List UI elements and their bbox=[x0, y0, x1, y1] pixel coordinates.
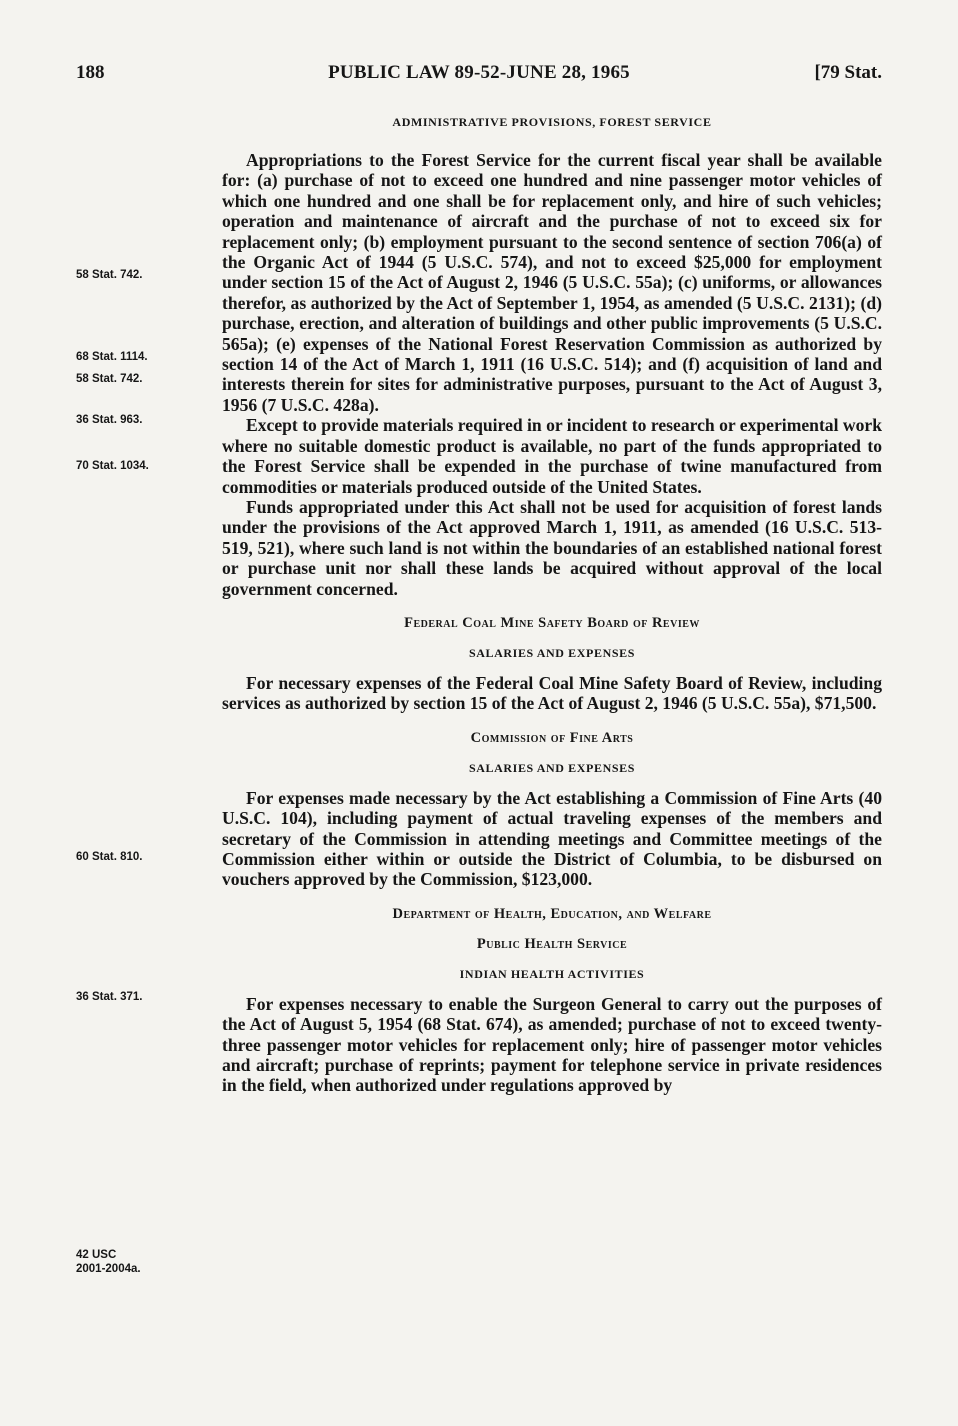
paragraph: For expenses necessary to enable the Surgeon General to carry out the purposes of the Act of August 5, 1954 (68 Stat. 674), as amended; purchase of not to exceed twenty-three passenger motor vehicles for replacement only; hire of passenger motor vehicles and aircraft; purchase of reprints; payment for telephone service in private residences in the field, when authorized under regulations approved by bbox=[222, 993, 882, 1096]
subheading: SALARIES AND EXPENSES bbox=[469, 760, 635, 775]
agency-heading: Federal Coal Mine Safety Board of Review bbox=[404, 614, 700, 631]
statute-volume: [79 Stat. bbox=[814, 62, 882, 83]
paragraph: Appropriations to the Forest Service for the current fiscal year shall be available for: (a) purchase of not to exceed one hundred and nine passenger motor vehicles of which one hundred and one shall be for replacement only, and hire of such vehicles; operation and maintenance of aircraft and the purchase of not to exceed six for replacement only; (b) employment pursuant to the second sentence of section 706(a) of the Organic Act of 1944 (5 U.S.C. 574), and not to exceed $25,000 for employment under section 15 of the Act of August 2, 1946 (5 U.S.C. 55a); (c) uniforms, or allowances therefor, as authorized by the Act of September 1, 1954, as amended (5 U.S.C. 2131); (d) purchase, erection, and alteration of buildings and other public improvements (5 U.S.C. 565a); (e) expenses of the National Forest Reservation Commission as authorized by section 14 of the Act of March 1, 1911 (16 U.S.C. 514); and (f) acquisition of land and interests therein for sites for administrative purposes, pursuant to the Act of August 3, 1956 (7 U.S.C. 428a). bbox=[222, 150, 882, 415]
margin-note: 36 Stat. 371. bbox=[76, 991, 143, 1003]
running-title: PUBLIC LAW 89-52-JUNE 28, 1965 bbox=[328, 62, 630, 83]
subheading: SALARIES AND EXPENSES bbox=[469, 645, 635, 660]
agency-heading: Public Health Service bbox=[476, 935, 628, 952]
document-body bbox=[222, 112, 882, 1096]
margin-note: 58 Stat. 742. bbox=[76, 373, 143, 385]
paragraph: Funds appropriated under this Act shall not be used for acquisition of forest lands under the provisions of the Act approved March 1, 1911, as amended (16 U.S.C. 513-519, 521), where such land is not within the boundaries of an established national forest or purchase unit nor shall these lands be acquired without approval of the local government concerned. bbox=[222, 496, 882, 599]
section-heading: ADMINISTRATIVE PROVISIONS, FOREST SERVICE bbox=[392, 115, 712, 129]
margin-note: 36 Stat. 963. bbox=[76, 414, 143, 426]
margin-note: 42 USC 2001-2004a. bbox=[76, 1249, 141, 1275]
paragraph: For necessary expenses of the Federal Coal Mine Safety Board of Review, including services as authorized by section 15 of the Act of August 2, 1946 (5 U.S.C. 55a), $71,500. bbox=[222, 672, 882, 714]
running-header bbox=[76, 62, 882, 90]
agency-heading: Commission of Fine Arts bbox=[470, 729, 634, 746]
paragraph: For expenses made necessary by the Act establishing a Commission of Fine Arts (40 U.S.C. 104), including payment of actual traveling expenses of the members and secretary of the Commission in attending meetings and Committee meetings of the Commission either within or outside the District of Columbia, to be disbursed on vouchers approved by the Commission, $123,000. bbox=[222, 787, 882, 890]
page-number: 188 bbox=[76, 62, 105, 83]
paragraph: Except to provide materials required in or incident to research or experimental work where no suitable domestic product is available, no part of the funds appropriated to the Forest Service shall be expended in the purchase of twine manufactured from commodities or materials produced outside of the United States. bbox=[222, 415, 882, 497]
margin-note: 60 Stat. 810. bbox=[76, 851, 143, 863]
margin-note: 70 Stat. 1034. bbox=[76, 460, 149, 472]
margin-note: 58 Stat. 742. bbox=[76, 269, 143, 281]
subheading: INDIAN HEALTH ACTIVITIES bbox=[459, 966, 645, 981]
margin-note: 68 Stat. 1114. bbox=[76, 351, 148, 363]
department-heading: Department of Health, Education, and Welfare bbox=[392, 905, 712, 922]
